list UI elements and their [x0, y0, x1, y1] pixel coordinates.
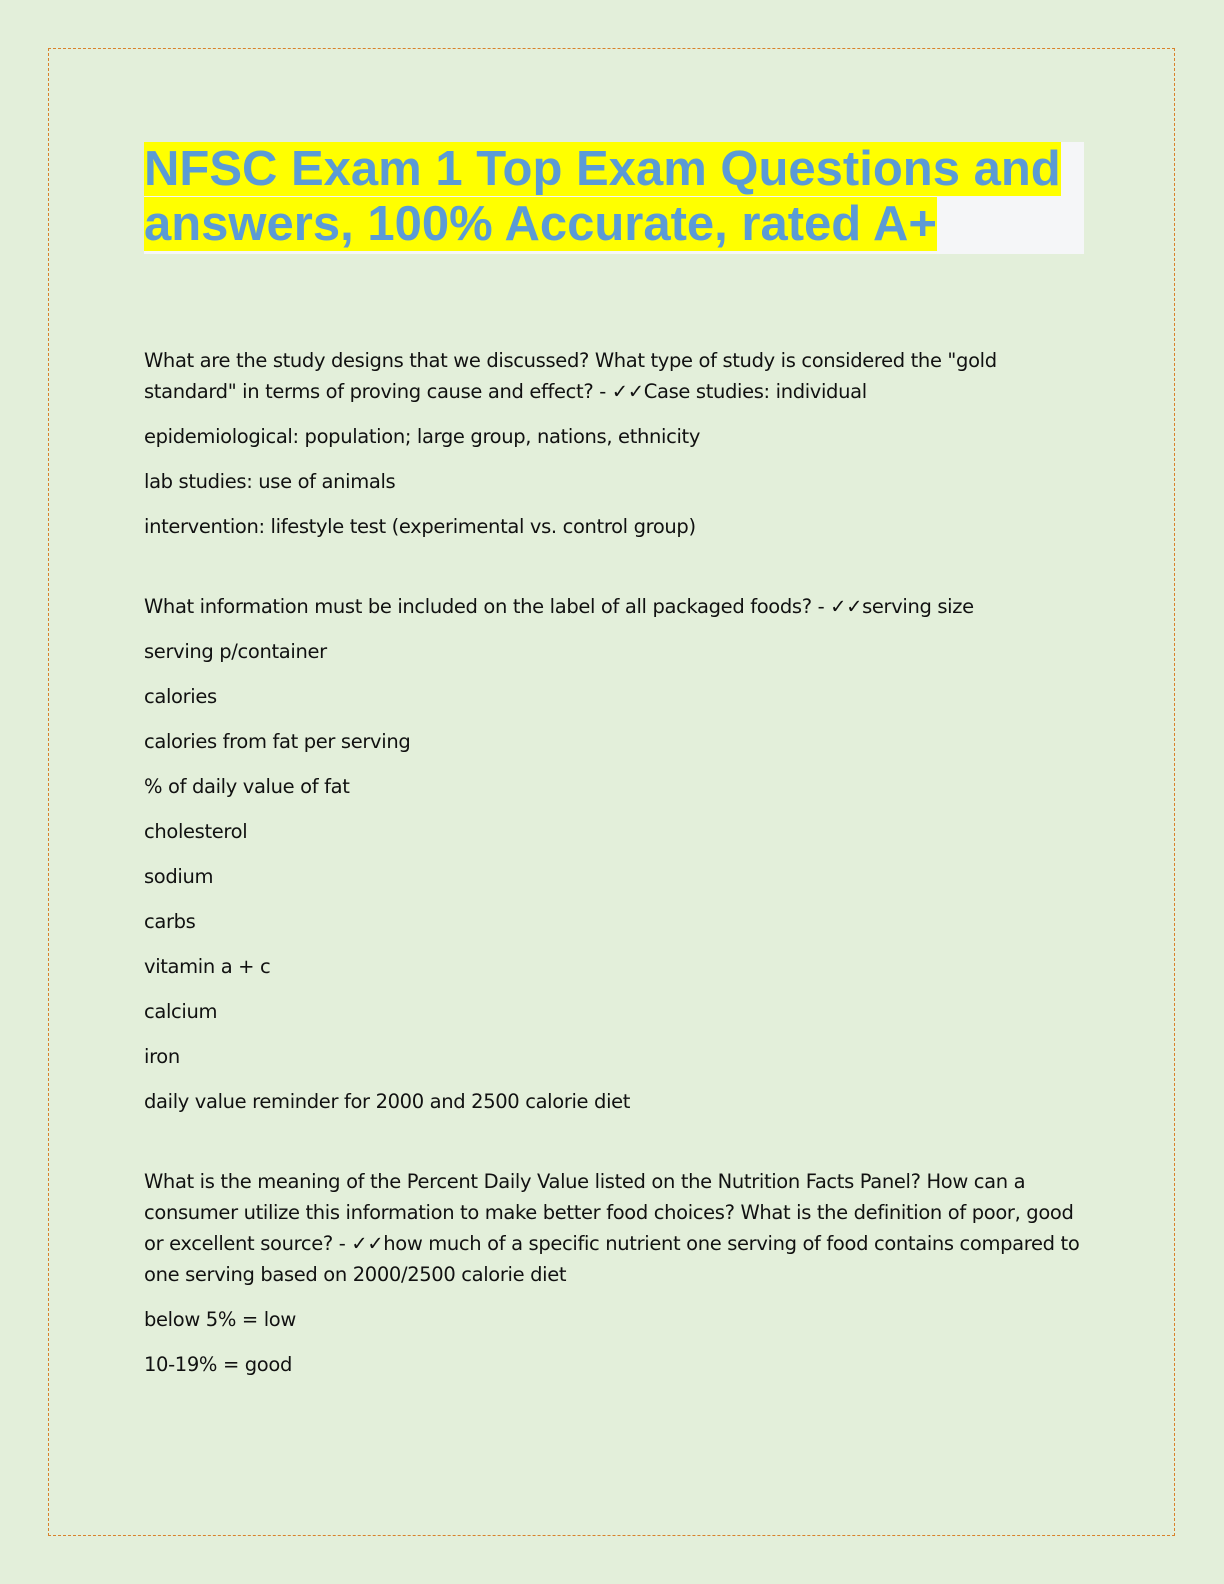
- answer-line: daily value reminder for 2000 and 2500 calorie diet: [144, 1090, 631, 1113]
- answer-line: calcium: [144, 1000, 218, 1023]
- title-highlight: NFSC Exam 1 Top Exam Questions and answers, 100% Accurate, rated A+: [144, 142, 1061, 251]
- question-label: What are the study designs that we discussed? What type of study is considered the "gold standard" in terms of proving cause and effect? -: [144, 349, 997, 403]
- double-check-icon: ✓✓: [611, 380, 644, 403]
- answer-line: sodium: [144, 865, 214, 888]
- answer-line: carbs: [144, 910, 196, 933]
- answer-line: epidemiological: population; large group, nations, ethnicity: [144, 425, 701, 448]
- document-content: [144, 142, 1084, 1429]
- answer-first-line: how much of a specific nutrient one serving of food contains compared to one serving based on 2000/2500 calorie diet: [144, 1232, 1080, 1286]
- answer-line: below 5% = low: [144, 1308, 296, 1331]
- answer-line: serving p/container: [144, 640, 327, 663]
- double-check-icon: ✓✓: [830, 595, 863, 618]
- answer-line: lab studies: use of animals: [144, 470, 396, 493]
- document-title: [144, 142, 1084, 252]
- title-block: [144, 142, 1084, 254]
- answer-line: calories from fat per serving: [144, 730, 411, 753]
- qa-list: [144, 345, 1084, 1380]
- question-text: [144, 1166, 1084, 1290]
- qa-item: [144, 345, 1084, 542]
- answer-first-line: Case studies: individual: [643, 380, 867, 403]
- qa-item: [144, 591, 1084, 1117]
- answer-line: calories: [144, 685, 217, 708]
- question-label: What is the meaning of the Percent Daily Value listed on the Nutrition Facts Panel? How can a consumer utilize this information to make better food choices? What is the definition of poor, good or excellent source? -: [144, 1170, 1074, 1255]
- answer-line: vitamin a + c: [144, 955, 271, 978]
- answer-line: 10-19% = good: [144, 1353, 292, 1376]
- qa-item: [144, 1166, 1084, 1380]
- question-text: [144, 591, 1084, 622]
- question-label: What information must be included on the label of all packaged foods? -: [144, 595, 831, 618]
- answer-line: % of daily value of fat: [144, 775, 350, 798]
- question-text: [144, 345, 1084, 407]
- answer-line: iron: [144, 1045, 180, 1068]
- answer-first-line: serving size: [862, 595, 974, 618]
- answer-line: cholesterol: [144, 820, 248, 843]
- answer-line: intervention: lifestyle test (experimental vs. control group): [144, 515, 696, 538]
- double-check-icon: ✓✓: [351, 1232, 384, 1255]
